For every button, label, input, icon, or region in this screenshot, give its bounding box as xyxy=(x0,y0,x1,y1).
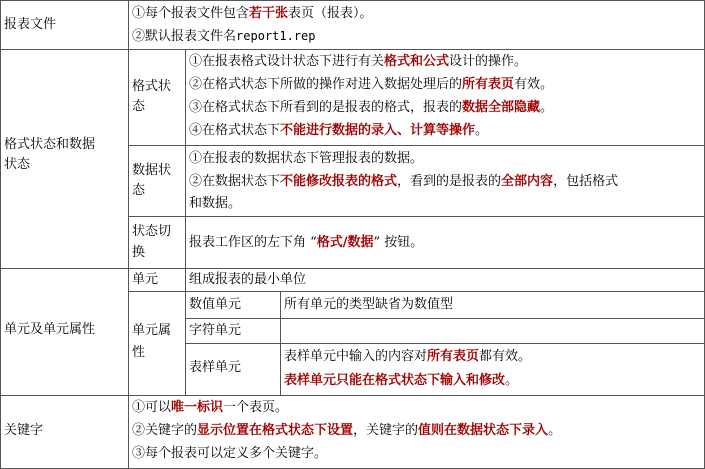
unit-content-cell xyxy=(185,268,705,292)
default-filename: report1.rep xyxy=(236,29,316,43)
text-span: 。 xyxy=(475,123,489,138)
text-span: ②在格式状态下所做的操作对进入数据处理后的 xyxy=(189,77,463,92)
text-span: 表样单元中输入的内容对 xyxy=(284,349,428,364)
report-file-label-cell xyxy=(0,0,129,50)
format-state-label-cell xyxy=(128,49,186,146)
text-span: ②关键字的 xyxy=(132,423,198,438)
highlight-span: 数据全部隐藏 xyxy=(462,100,541,115)
text-span: ③每个报表可以定义多个关键字。 xyxy=(132,446,328,461)
text-span: 设计的操作。 xyxy=(449,54,528,69)
format-state-label-1: 格式状 xyxy=(132,79,172,94)
highlight-span: 格式和公式 xyxy=(384,54,450,69)
cell-attr-label-1: 单元属 xyxy=(132,323,172,338)
highlight-span: 表样单元只能在格式状态下输入和修改 xyxy=(284,373,506,388)
template-cell-name-cell xyxy=(185,343,281,396)
text-span: ，看到的是报表的 xyxy=(397,174,502,189)
report-file-line-1 xyxy=(132,5,373,23)
highlight-span: 所有表页 xyxy=(427,349,480,364)
keyword-line-2 xyxy=(132,422,561,440)
text-span: 一个表页。 xyxy=(223,400,289,415)
text-span: 表页（报表）。 xyxy=(288,6,373,21)
format-data-state-label-cell xyxy=(0,49,129,269)
highlight-span: 若干张 xyxy=(249,6,289,21)
format-data-state-label-2: 状态 xyxy=(4,157,31,172)
cell-attr-label-2: 性 xyxy=(132,345,146,360)
report-file-label: 报表文件 xyxy=(4,17,57,32)
format-state-label-2: 态 xyxy=(132,99,146,114)
template-cell-line-2 xyxy=(284,372,518,390)
text-span: 和数据。 xyxy=(189,196,242,211)
format-state-content-cell xyxy=(185,49,705,146)
text-span: ①在报表格式设计状态下进行有关 xyxy=(189,54,385,69)
cell-attr-label-cell xyxy=(128,291,186,396)
text-span: ，包括格式 xyxy=(553,174,619,189)
numeric-cell-name: 数值单元 xyxy=(189,297,242,312)
report-file-content-cell xyxy=(128,0,705,50)
format-state-line-4 xyxy=(189,122,488,140)
data-state-label-2: 态 xyxy=(132,183,146,198)
keyword-label: 关键字 xyxy=(4,423,44,438)
text-span: 报表工作区的左下角 “ xyxy=(189,235,317,250)
data-state-label-cell xyxy=(128,145,186,217)
char-cell-name: 字符单元 xyxy=(189,323,242,338)
char-cell-name-cell xyxy=(185,318,281,344)
format-state-line-1 xyxy=(189,53,527,71)
highlight-span: 全部内容 xyxy=(501,174,554,189)
data-state-line-2 xyxy=(189,173,618,191)
data-state-content-cell xyxy=(185,145,705,217)
state-switch-line xyxy=(189,234,423,252)
template-cell-line-1 xyxy=(284,348,531,366)
template-cell-name: 表样单元 xyxy=(189,360,242,375)
keyword-line-1 xyxy=(132,399,288,417)
text-span: 都有效。 xyxy=(479,349,532,364)
text-span: 有效。 xyxy=(514,77,554,92)
highlight-span: 不能进行数据的录入、计算等操作 xyxy=(280,123,476,138)
numeric-cell-desc-cell xyxy=(280,291,705,319)
unit-text: 组成报表的最小单位 xyxy=(189,272,307,287)
highlight-span: 显示位置在格式状态下设置 xyxy=(197,423,354,438)
template-cell-desc-cell xyxy=(280,343,705,396)
text-span: ” 按钮。 xyxy=(373,235,424,250)
data-state-line-3 xyxy=(189,195,241,213)
highlight-span: 所有表页 xyxy=(462,77,515,92)
highlight-span: 不能修改报表的格式 xyxy=(280,174,398,189)
text-span: 。 xyxy=(548,423,562,438)
unit-label-cell xyxy=(128,268,186,292)
text-span: ①可以 xyxy=(132,400,172,415)
keyword-content-cell xyxy=(128,395,705,469)
data-state-line-1 xyxy=(189,150,423,168)
text-span: ①在报表的数据状态下管理报表的数据。 xyxy=(189,151,424,166)
format-state-line-3 xyxy=(189,99,553,117)
text-span: 。 xyxy=(540,100,554,115)
format-data-state-label-1: 格式状态和数据 xyxy=(4,137,96,152)
state-switch-label-2: 换 xyxy=(132,245,146,260)
data-state-label-1: 数据状 xyxy=(132,163,172,178)
keyword-label-cell xyxy=(0,395,129,469)
text-span: ，关键字的 xyxy=(353,423,419,438)
numeric-cell-desc: 所有单元的类型缺省为数值型 xyxy=(284,297,454,312)
numeric-cell-name-cell xyxy=(185,291,281,319)
highlight-span: 唯一标识 xyxy=(171,400,224,415)
state-switch-content-cell xyxy=(185,216,705,269)
report-file-line-2 xyxy=(132,27,316,46)
text-span: ①每个报表文件包含 xyxy=(132,6,250,21)
cell-label-cell xyxy=(0,268,129,396)
format-state-line-2 xyxy=(189,76,553,94)
cell-label: 单元及单元属性 xyxy=(4,322,96,337)
text-span: ②在数据状态下 xyxy=(189,174,281,189)
highlight-span: 值则在数据状态下录入 xyxy=(418,423,549,438)
text-span: ③在格式状态下所看到的是报表的格式，报表的 xyxy=(189,100,463,115)
format-data-button-text: 格式/数据 xyxy=(316,235,374,250)
keyword-line-3 xyxy=(132,445,327,463)
text-span: 。 xyxy=(505,373,519,388)
state-switch-label-1: 状态切 xyxy=(132,224,172,239)
text-span: ④在格式状态下 xyxy=(189,123,281,138)
text-span: ②默认报表文件名 xyxy=(132,29,237,44)
char-cell-desc-cell xyxy=(280,318,705,344)
unit-label: 单元 xyxy=(132,272,159,287)
state-switch-label-cell xyxy=(128,216,186,269)
